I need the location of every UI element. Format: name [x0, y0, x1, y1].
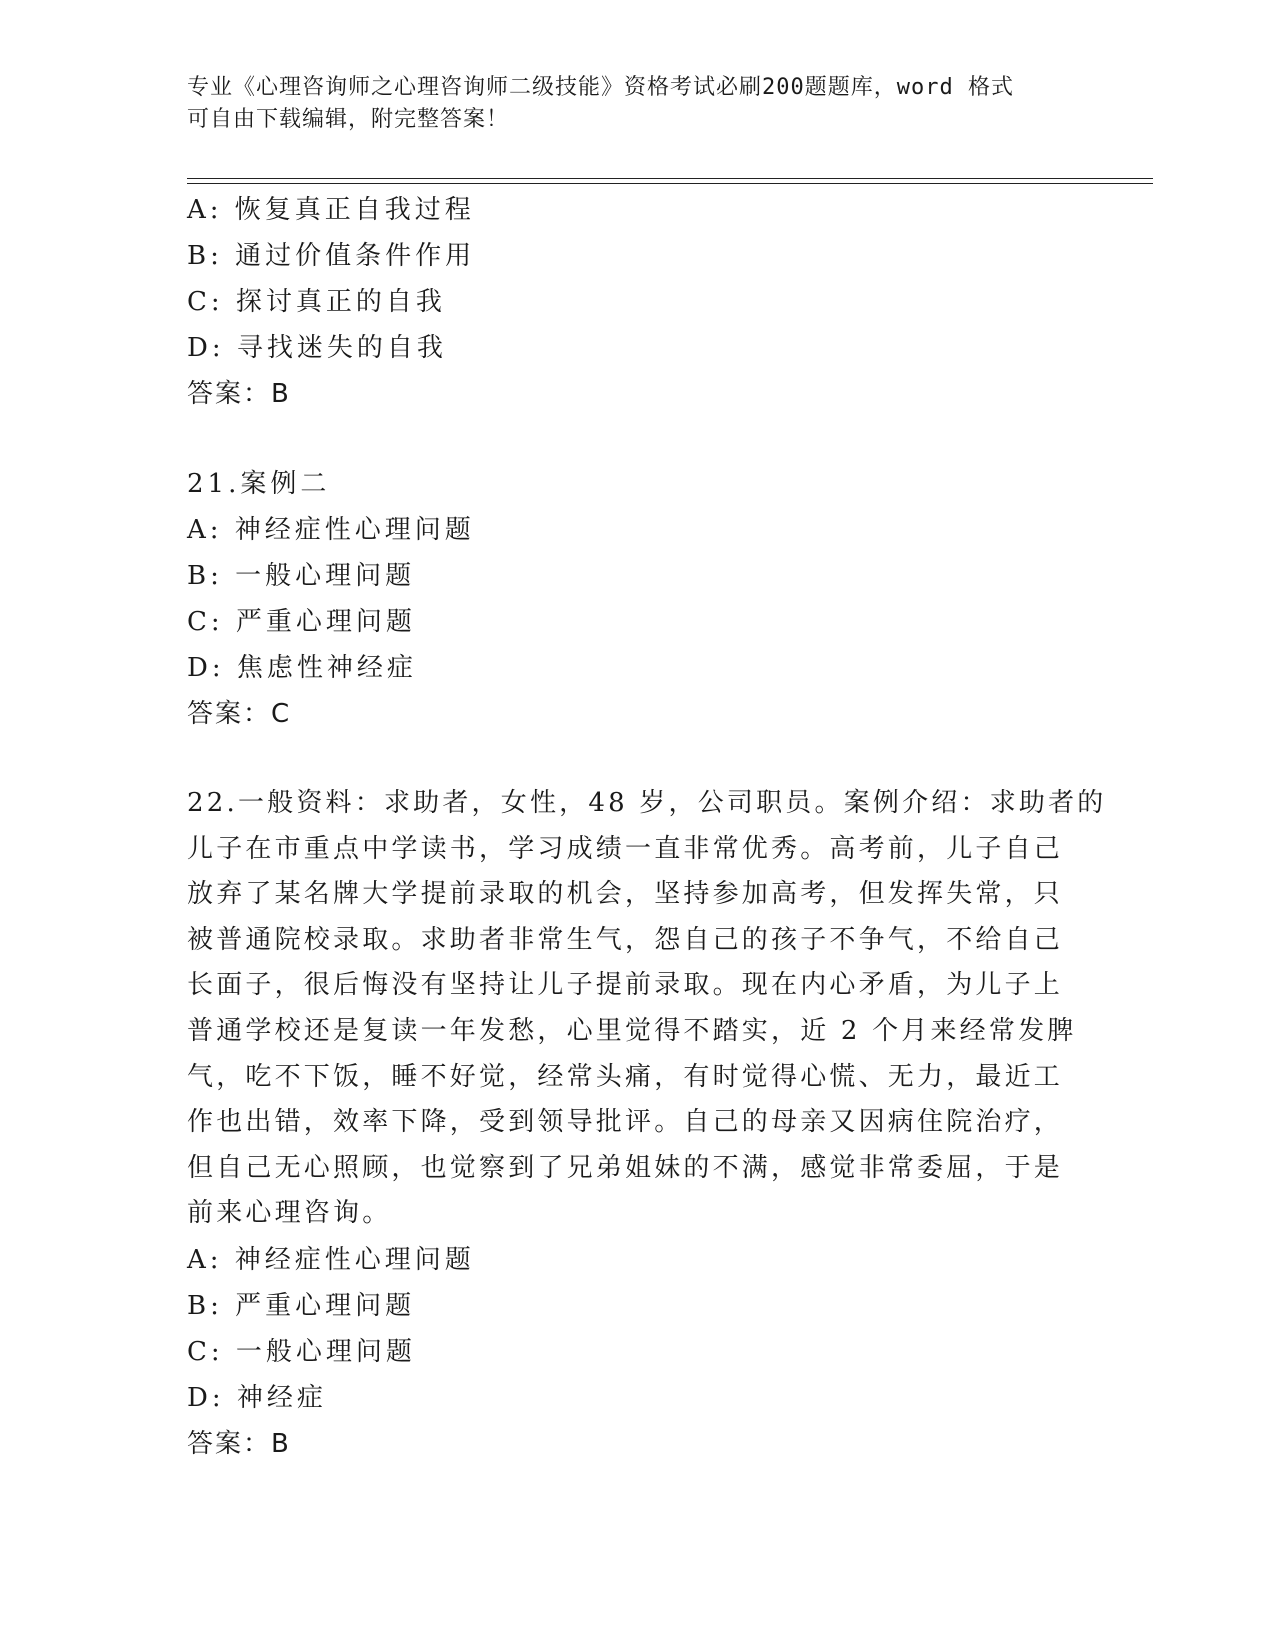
question-22: [187, 781, 1107, 1467]
option-a: A: 神经症性心理问题: [187, 515, 475, 545]
spacer: [187, 737, 1087, 781]
header-divider-top: [187, 178, 1153, 179]
question-stem-line: 22.一般资料：求助者，女性，48 岁，公司职员。案例介绍：求助者的: [187, 788, 1107, 818]
question-stem-line: 作也出错，效率下降，受到领导批评。自己的母亲又因病住院治疗，: [187, 1107, 1064, 1138]
answer-label: 答案：B: [187, 379, 291, 409]
option-d: D: 焦虑性神经症: [187, 653, 417, 683]
answer-label: 答案：B: [187, 1428, 291, 1459]
question-21: [187, 461, 1087, 737]
option-c: C: 探讨真正的自我: [187, 287, 446, 317]
question-20: [187, 187, 1087, 417]
question-stem-line: 长面子，很后悔没有坚持让儿子提前录取。现在内心矛盾，为儿子上: [187, 970, 1064, 1001]
option-c: C: 一般心理问题: [187, 1336, 416, 1367]
option-a: A: 神经症性心理问题: [187, 1244, 475, 1275]
question-stem-line: 放弃了某名牌大学提前录取的机会，坚持参加高考，但发挥失常，只: [187, 879, 1064, 910]
question-stem-line: 但自己无心照顾，也觉察到了兄弟姐妹的不满，感觉非常委屈，于是: [187, 1152, 1064, 1183]
question-stem-line: 被普通院校录取。求助者非常生气，怨自己的孩子不争气，不给自己: [187, 924, 1064, 955]
option-b: B: 一般心理问题: [187, 561, 416, 591]
document-header: [187, 72, 1087, 136]
option-b: B: 通过价值条件作用: [187, 241, 476, 271]
question-stem-line: 气，吃不下饭，睡不好觉，经常头痛，有时觉得心慌、无力，最近工: [187, 1061, 1064, 1092]
header-divider-bottom: [187, 183, 1153, 184]
header-title-line-1: 专业《心理咨询师之心理咨询师二级技能》资格考试必刷200题题库，word 格式: [187, 75, 1014, 100]
question-list: [187, 187, 1107, 1467]
question-stem: 21.案例二: [187, 469, 331, 499]
option-d: D: 神经症: [187, 1382, 327, 1413]
header-title-line-2: 可自由下载编辑，附完整答案！: [187, 107, 510, 132]
question-stem-line: 前来心理咨询。: [187, 1198, 392, 1229]
option-c: C: 严重心理问题: [187, 607, 416, 637]
option-a: A: 恢复真正自我过程: [187, 195, 475, 225]
question-stem-line: 普通学校还是复读一年发愁，心里觉得不踏实，近 2 个月来经常发脾: [187, 1015, 1077, 1046]
option-b: B: 严重心理问题: [187, 1290, 416, 1321]
spacer: [187, 417, 1087, 461]
answer-label: 答案：C: [187, 699, 292, 729]
option-d: D: 寻找迷失的自我: [187, 333, 447, 363]
question-stem-line: 儿子在市重点中学读书，学习成绩一直非常优秀。高考前，儿子自己: [187, 833, 1064, 864]
